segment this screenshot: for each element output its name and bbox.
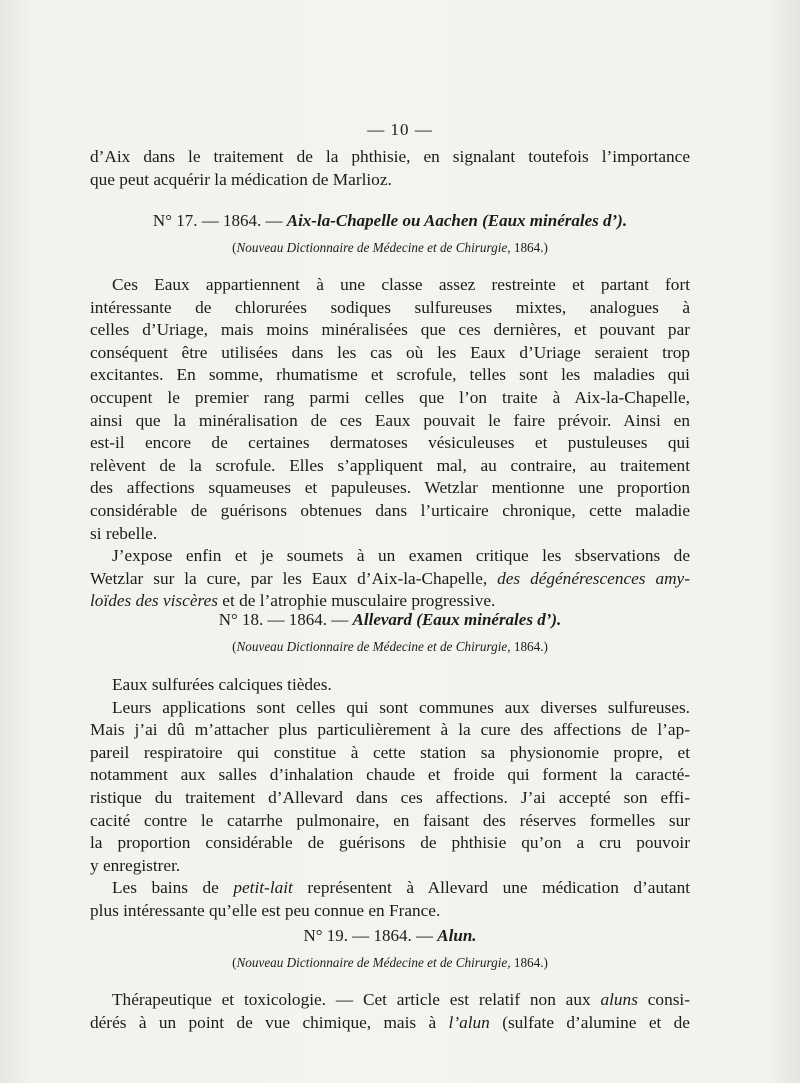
source-year: 1864.) — [513, 639, 548, 654]
entry-18 — [90, 609, 690, 656]
text-line: excitantes. En somme, rhumatisme et scrofule, telles sont les maladies qui — [90, 365, 690, 385]
text-line: pareil respiratoire qui constitue à cette station sa physionomie propre, et — [90, 742, 690, 762]
text-line: notamment aux salles d’inhalation chaude et froide qui forment la caracté- — [90, 765, 690, 785]
text-line: y enregistrer. — [90, 855, 181, 875]
paragraph: Eaux sulfurées calciques tièdes. — [112, 675, 332, 694]
text-line: considérable de guérisons obtenues dans l’urticaire chronique, cette maladie — [90, 500, 690, 520]
text-line: Leurs applications sont celles qui sont communes aux diverses sulfureuses. — [112, 697, 690, 717]
text-line: conséquent être utilisées dans les cas où les Eaux d’Uriage seraient trop — [90, 342, 690, 362]
entry-17-body — [90, 274, 690, 613]
text-line: intéressante de chlorurées sodiques sulfureuses mixtes, analogues à — [90, 297, 690, 317]
text-line: d’Aix dans le traitement de la phthisie, en signalant toutefois l’importance — [90, 147, 690, 166]
entry-19 — [90, 925, 690, 972]
entry-number: N° 17. — 1864. — — [152, 211, 283, 230]
paragraph — [90, 877, 690, 922]
entry-title: Allevard (Eaux minérales d’). — [352, 610, 562, 629]
entry-source: (Nouveau Dictionnaire de Médecine et de Chirurgie, 1864.) — [232, 955, 548, 970]
entry-number: N° 18. — 1864. — — [218, 610, 349, 629]
text-line: si rebelle. — [90, 523, 158, 543]
entry-title: Aix-la-Chapelle ou Aachen (Eaux minérales d’). — [286, 211, 628, 230]
text-line: ainsi que la minéralisation de ces Eaux pouvait le faire prévoir. Ainsi en — [90, 410, 690, 430]
entry-19-body — [90, 989, 690, 1034]
text-line: dérés à un point de vue chimique, mais à l’alun (sulfate d’alumine et de — [90, 1012, 690, 1032]
text-line: Thérapeutique et toxicologie. — Cet article est relatif non aux aluns consi- — [112, 990, 690, 1009]
text-line: est-il encore de certaines dermatoses vésiculeuses et pustuleuses qui — [90, 433, 690, 453]
text-line: loïdes des viscères et de l’atrophie musculaire progressive. — [90, 591, 496, 611]
entry-source: (Nouveau Dictionnaire de Médecine et de Chirurgie, 1864.) — [232, 639, 548, 654]
entry-18-body — [90, 674, 690, 923]
text-line: ristique du traitement d’Allevard dans ces affections. J’ai accepté son effi- — [90, 787, 690, 807]
text-line: relèvent de la scrofule. Elles s’appliquent mal, au contraire, au traitement — [90, 455, 690, 475]
text-line: la proportion considérable de guérisons de phthisie qu’on a cru pouvoir — [90, 833, 690, 853]
entry-source: (Nouveau Dictionnaire de Médecine et de Chirurgie, 1864.) — [232, 240, 548, 255]
source-year: 1864.) — [513, 955, 548, 970]
paragraph — [90, 274, 690, 545]
text-line: Les bains de petit-lait représentent à Allevard une médication d’autant — [112, 878, 691, 898]
intro-paragraph — [90, 146, 690, 191]
text-line: Mais j’ai dû m’attacher plus particulièrement à la cure des affections de l’ap- — [90, 720, 690, 740]
entry-title: Alun. — [437, 926, 477, 945]
text-line: cacité contre le catarrhe pulmonaire, en faisant des réserves formelles sur — [90, 810, 690, 830]
entry-number: N° 19. — 1864. — — [303, 926, 434, 945]
text-line: Ces Eaux appartiennent à une classe assez restreinte et partant fort — [112, 275, 690, 294]
text-line: plus intéressante qu’elle est peu connue en France. — [90, 900, 441, 920]
entry-heading — [90, 210, 690, 232]
text-line: que peut acquérir la médication de Marlioz. — [90, 169, 392, 189]
text-line: occupent le premier rang parmi celles que l’on traite à Aix-la-Chapelle, — [90, 387, 690, 407]
source-title: Nouveau Dictionnaire de Médecine et de Chirurgie, — [236, 240, 511, 255]
entry-17 — [90, 210, 690, 257]
source-title: Nouveau Dictionnaire de Médecine et de Chirurgie, — [236, 639, 511, 654]
text-line: J’expose enfin et je soumets à un examen critique les sbservations de — [112, 546, 690, 566]
source-year: 1864.) — [513, 240, 548, 255]
paragraph — [90, 545, 690, 613]
entry-heading — [90, 609, 690, 631]
paragraph — [90, 697, 690, 878]
text-line: celles d’Uriage, mais moins minéralisées que ces dernières, et pouvant par — [90, 320, 690, 340]
text-line: Wetzlar sur la cure, par les Eaux d’Aix-la-Chapelle, des dégénérescences amy- — [90, 568, 690, 588]
source-title: Nouveau Dictionnaire de Médecine et de Chirurgie, — [236, 955, 511, 970]
text-line: des affections squameuses et papuleuses. Wetzlar mentionne une proportion — [90, 478, 690, 498]
page-number: — 10 — — [367, 120, 433, 139]
entry-heading — [90, 925, 690, 947]
